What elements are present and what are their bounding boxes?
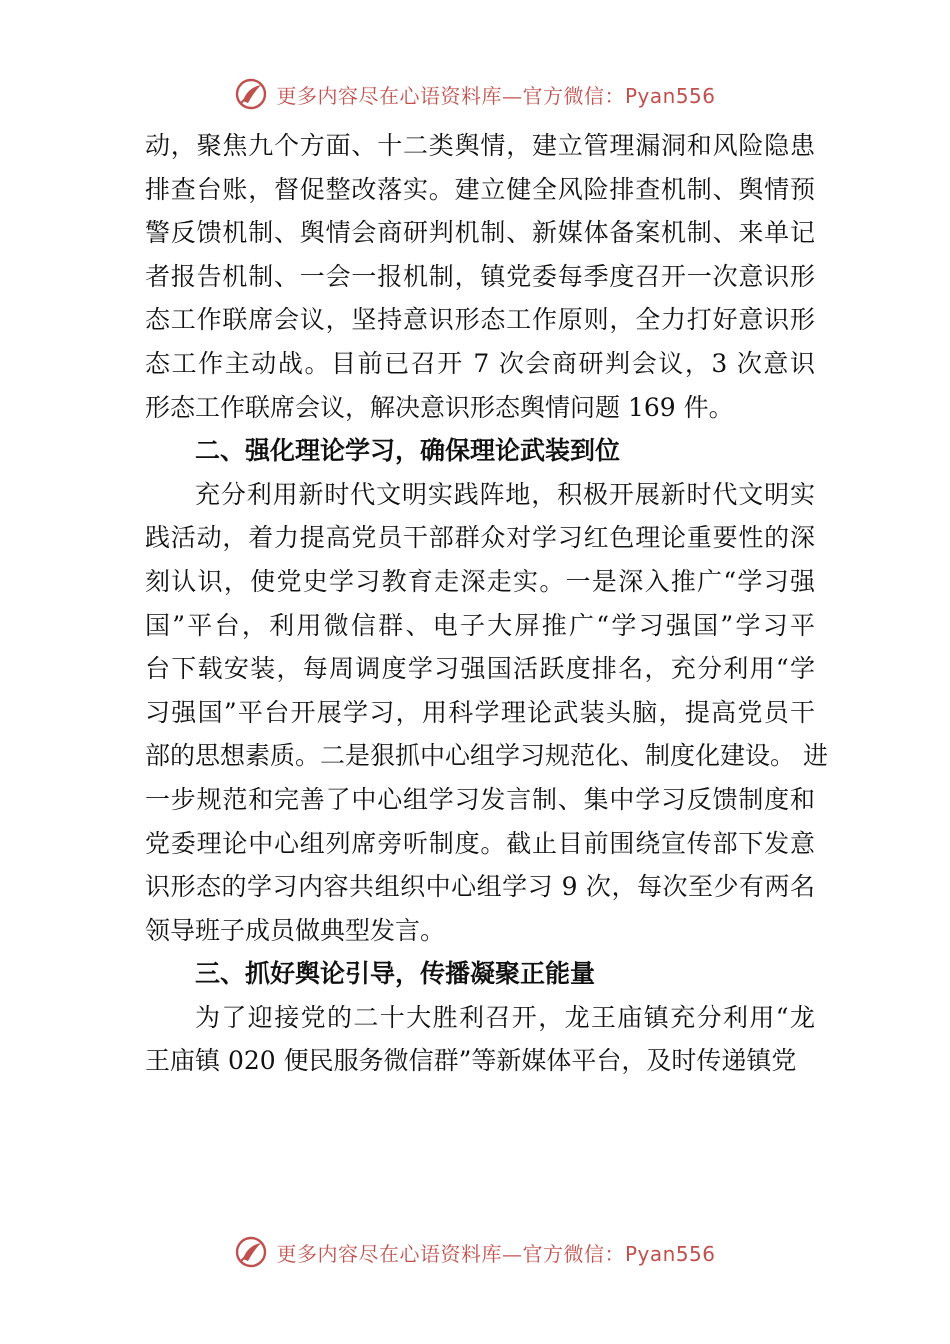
section-heading-2: 二、强化理论学习，确保理论武装到位	[195, 436, 621, 466]
text-line: 动，聚焦九个方面、十二类舆情，建立管理漏洞和风险隐患	[145, 131, 815, 160]
paragraph-1	[145, 124, 815, 429]
text-line: 党委理论中心组列席旁听制度。截止目前围绕宣传部下发意	[145, 828, 815, 858]
text-line: 领导班子成员做典型发言。	[145, 915, 446, 945]
text-line: 警反馈机制、舆情会商研判机制、新媒体备案机制、来单记	[145, 218, 815, 248]
text-line: 国”平台，利用微信群、电子大屏推广“学习强国”学习平	[145, 610, 815, 640]
text-line: 刻认识，使党史学习教育走深走实。一是深入推广“学习强	[145, 566, 815, 596]
text-line: 王庙镇 020 便民服务微信群”等新媒体平台，及时传递镇党	[145, 1046, 797, 1076]
text-line: 一步规范和完善了中心组学习发言制、集中学习反馈制度和	[145, 784, 815, 814]
paragraph-3	[145, 996, 815, 1083]
watermark-text: 更多内容尽在心语资料库—官方微信：Pyan556	[276, 1241, 716, 1266]
text-line: 为了迎接党的二十大胜利召开，龙王庙镇充分利用“龙	[195, 1002, 815, 1032]
footer-watermark	[0, 1230, 950, 1274]
section-heading-3: 三、抓好舆论引导，传播凝聚正能量	[195, 959, 596, 989]
watermark-id: Pyan556	[624, 83, 716, 108]
document-body	[145, 124, 828, 1083]
brand-logo-icon	[234, 1235, 268, 1269]
text-line: 习强国”平台开展学习，用科学理论武装头脑，提高党员干	[145, 697, 815, 727]
watermark-id: Pyan556	[624, 1241, 716, 1266]
text-line: 充分利用新时代文明实践阵地，积极开展新时代文明实	[195, 479, 815, 509]
text-line: 形态工作联席会议，解决意识形态舆情问题 169 件。	[145, 392, 734, 422]
text-line: 态工作联席会议，坚持意识形态工作原则，全力打好意识形	[145, 305, 815, 335]
brand-logo-icon	[234, 77, 268, 111]
text-line: 践活动，着力提高党员干部群众对学习红色理论重要性的深	[145, 523, 815, 553]
text-line: 态工作主动战。目前已召开 7 次会商研判会议，3 次意识	[145, 348, 815, 378]
watermark-text: 更多内容尽在心语资料库—官方微信：Pyan556	[276, 83, 716, 108]
text-line: 识形态的学习内容共组织中心组学习 9 次，每次至少有两名	[145, 872, 815, 902]
text-line: 台下载安装，每周调度学习强国活跃度排名，充分利用“学	[145, 654, 815, 684]
text-line: 部的思想素质。二是狠抓中心组学习规范化、制度化建设。 进	[145, 741, 828, 771]
paragraph-2	[145, 473, 828, 953]
text-line: 者报告机制、一会一报机制，镇党委每季度召开一次意识形	[145, 261, 815, 291]
text-line: 排查台账，督促整改落实。建立健全风险排查机制、舆情预	[145, 174, 815, 204]
header-watermark	[0, 72, 950, 116]
